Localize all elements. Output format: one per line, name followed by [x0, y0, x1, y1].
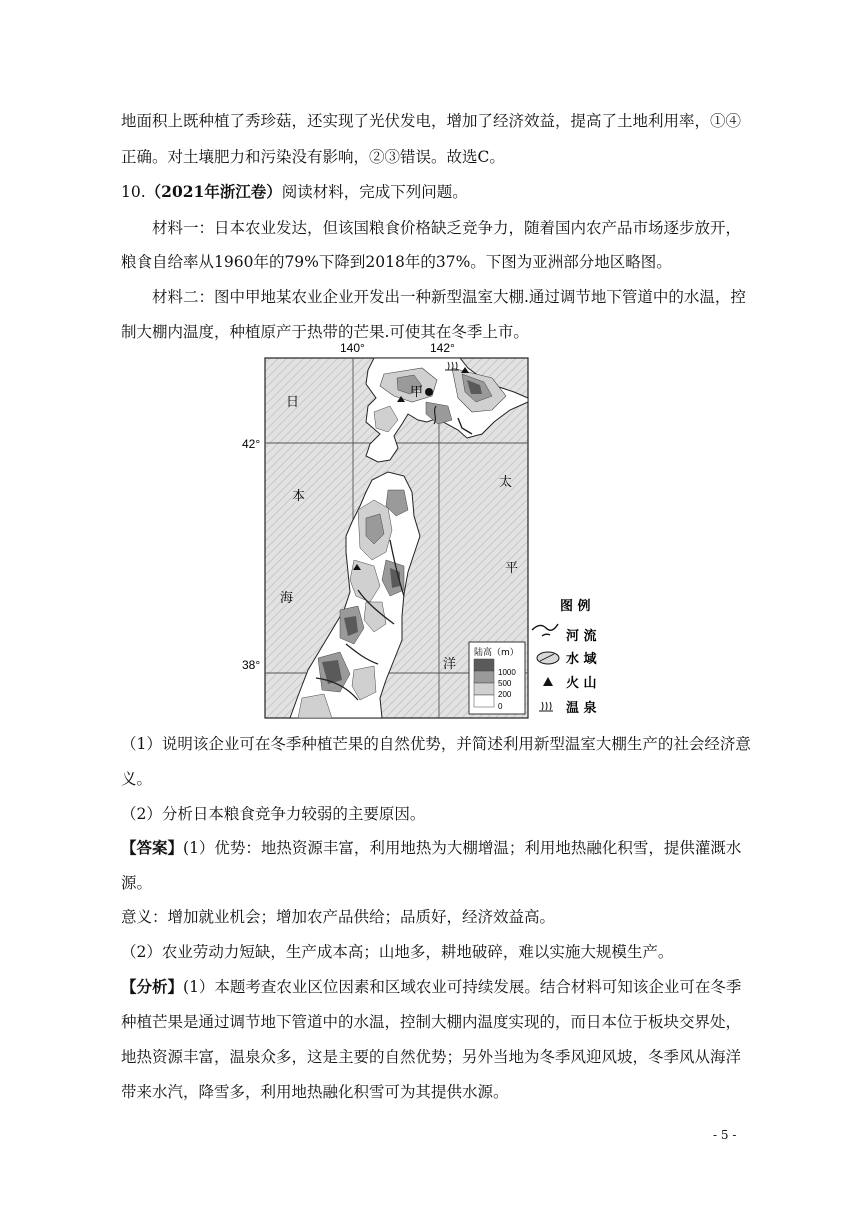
lat-label-38: 38° [242, 658, 261, 672]
sea-japan-char-2: 本 [292, 489, 306, 504]
legend-title: 图 例 [560, 599, 591, 614]
answer-line-1 [121, 837, 741, 859]
analysis-line-4: 带来水汽，降雪多，利用地热融化积雪可为其提供水源。 [121, 1083, 509, 1101]
question-2: （2）分析日本粮食竞争力较弱的主要原因。 [121, 805, 426, 823]
legend-water: 水 域 [566, 652, 597, 667]
elevation-key [469, 642, 525, 714]
answer-line-4: （2）农业劳动力短缺，生产成本高；山地多，耕地破碎，难以实施大规模生产。 [121, 943, 674, 961]
material-1-line-2: 粮食自给率从1960年的79%下降到2018年的37%。下图为亚洲部分地区略图。 [121, 253, 672, 271]
hot-spring-icon [539, 702, 553, 711]
text-line-1: 地面积上既种植了秀珍菇，还实现了光伏发电，增加了经济效益，提高了土地利用率，①④ [121, 112, 742, 130]
legend-river: 河 流 [566, 629, 597, 644]
elevation-key-title: 陆高（m） [474, 648, 519, 658]
page-number: - 5 - [713, 1128, 737, 1142]
question-source: （2021年浙江卷） [145, 182, 282, 201]
jia-marker [425, 388, 433, 396]
material-1-line-1: 材料一：日本农业发达，但该国粮食价格缺乏竞争力，随着国内农产品市场逐步放开， [152, 219, 742, 237]
analysis-tag: 【分析】 [121, 977, 184, 996]
elev-tick-1000: 1000 [498, 668, 516, 677]
answer-tag: 【答案】 [121, 838, 184, 857]
analysis-1-text: (1）本题考查农业区位因素和区域农业可持续发展。结合材料可知该企业可在冬季 [183, 978, 742, 996]
elev-tick-200: 200 [498, 690, 512, 699]
answer-1-text: (1）优势：地热资源丰富，利用地热为大棚增温；利用地热融化积雪，提供灌溉水 [183, 839, 742, 857]
river-icon [532, 624, 558, 636]
volcano-icon [543, 677, 553, 686]
pacific-char-3: 洋 [443, 657, 457, 672]
question-1-line-2: 义。 [121, 770, 153, 788]
analysis-line-2: 种植芒果是通过调节地下管道中的水温，控制大棚内温度实现的，而日本位于板块交界处， [121, 1013, 742, 1031]
analysis-line-1 [121, 976, 741, 998]
question-10-header [121, 181, 468, 203]
sea-japan-char-3: 海 [280, 591, 294, 606]
legend-hot-spring: 温 泉 [566, 701, 597, 716]
answer-line-3: 意义：增加就业机会；增加农产品供给；品质好，经济效益高。 [121, 908, 556, 926]
elev-tick-500: 500 [498, 679, 512, 688]
place-label-jia: 甲 [410, 385, 424, 400]
pacific-char-2: 平 [505, 561, 519, 576]
legend-volcano: 火 山 [566, 676, 597, 691]
water-icon [537, 652, 559, 664]
lat-label-42: 42° [242, 437, 261, 451]
material-2-line-1: 材料二：图中甲地某农业企业开发出一种新型温室大棚.通过调节地下管道中的水温，控 [152, 288, 746, 306]
japan-region-map [242, 340, 622, 722]
material-2-line-2: 制大棚内温度，种植原产于热带的芒果.可使其在冬季上市。 [121, 323, 529, 341]
sea-japan-char-1: 日 [286, 395, 300, 410]
question-number: 10. [121, 183, 146, 201]
analysis-line-3: 地热资源丰富，温泉众多，这是主要的自然优势；另外当地为冬季风迎风坡，冬季风从海洋 [121, 1048, 742, 1066]
answer-line-2: 源。 [121, 874, 153, 892]
question-1-line-1: （1）说明该企业可在冬季种植芒果的自然优势，并简述利用新型温室大棚生产的社会经济意 [121, 735, 751, 753]
lon-label-140: 140° [340, 341, 365, 355]
lon-label-142: 142° [430, 341, 455, 355]
map-legend [532, 598, 598, 716]
text-line-2: 正确。对土壤肥力和污染没有影响，②③错误。故选C。 [121, 148, 505, 166]
elev-tick-0: 0 [498, 702, 503, 711]
question-prompt: 阅读材料，完成下列问题。 [281, 183, 468, 201]
pacific-char-1: 太 [499, 475, 513, 490]
